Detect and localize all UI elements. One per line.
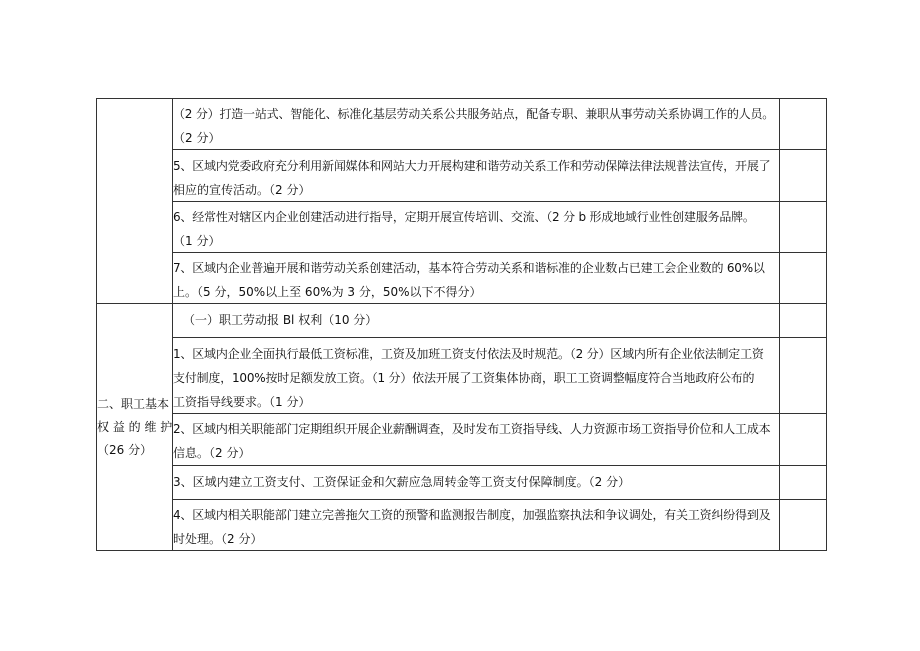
row-divider [172, 337, 827, 338]
row-text-line: 3、区域内建立工资支付、工资保证金和欠薪应急周转金等工资支付保障制度。（2 分） [173, 475, 631, 489]
row-text-line: 信息。（2 分） [173, 446, 251, 460]
row-text-line: 7、区域内企业普遍开展和谐劳动关系创建活动，基本符合劳动关系和谐标准的企业数占已建工会企业数的 60%以 [173, 261, 765, 275]
row-text-line: 2、区域内相关职能部门定期组织开展企业薪酬调查，及时发布工资指导线、人力资源市场工资指导价位和人工成本 [173, 422, 771, 436]
row-text-line: （2 分） [173, 131, 221, 145]
row-text-line: （1 分） [173, 234, 221, 248]
category-cell [97, 393, 172, 462]
row-text-line: 1、区域内企业全面执行最低工资标准，工资及加班工资支付依法及时规范。（2 分）区域内所有企业依法制定工资 [173, 347, 764, 361]
row-text-line: 6、经常性对辖区内企业创建活动进行指导，定期开展宣传培训、交流、（2 分 b 形成地域行业性创建服务品牌。 [173, 210, 755, 224]
row-text-line: 上。（5 分，50%以上至 60%为 3 分，50%以下不得分） [173, 285, 482, 299]
table-border-right [826, 98, 827, 551]
row-divider [172, 465, 827, 466]
category-line: 权 益 的 维 护 [97, 420, 173, 434]
row-divider [172, 499, 827, 500]
table-border-top [96, 98, 827, 99]
row-text-line: 时处理。（2 分） [173, 532, 263, 546]
section-heading: （一）职工劳动报 Bl 权利（10 分） [183, 313, 378, 327]
table-column-divider-score [779, 98, 780, 551]
category-line: 二、职工基本 [97, 397, 170, 411]
section-heading-row [173, 308, 779, 332]
table-row [173, 256, 779, 304]
table-row [173, 417, 779, 465]
row-text-line: 工资指导线要求。（1 分） [173, 395, 311, 409]
row-text-line: 4、区域内相关职能部门建立完善拖欠工资的预警和监测报告制度，加强监察执法和争议调处，有关工资纠纷得到及 [173, 508, 771, 522]
row-text-line: （2 分）打造一站式、智能化、标准化基层劳动关系公共服务站点，配备专职、兼职从事劳动关系协调工作的人员。 [173, 107, 775, 121]
row-text-line: 支付制度，100%按时足额发放工资。（1 分）依法开展了工资集体协商，职工工资调整幅度符合当地政府公布的 [173, 371, 755, 385]
table-row [173, 503, 779, 551]
table-border-left [96, 98, 97, 551]
table-row [173, 205, 779, 253]
category-line: （26 分） [97, 443, 153, 457]
row-text-line: 相应的宣传活动。（2 分） [173, 183, 311, 197]
row-text-line: 5、区域内党委政府充分利用新闻媒体和网站大力开展构建和谐劳动关系工作和劳动保障法律法规普法宣传，开展了 [173, 159, 771, 173]
table-row [173, 154, 779, 202]
table-row [173, 102, 779, 150]
table-row [173, 342, 779, 414]
table-row [173, 470, 779, 494]
